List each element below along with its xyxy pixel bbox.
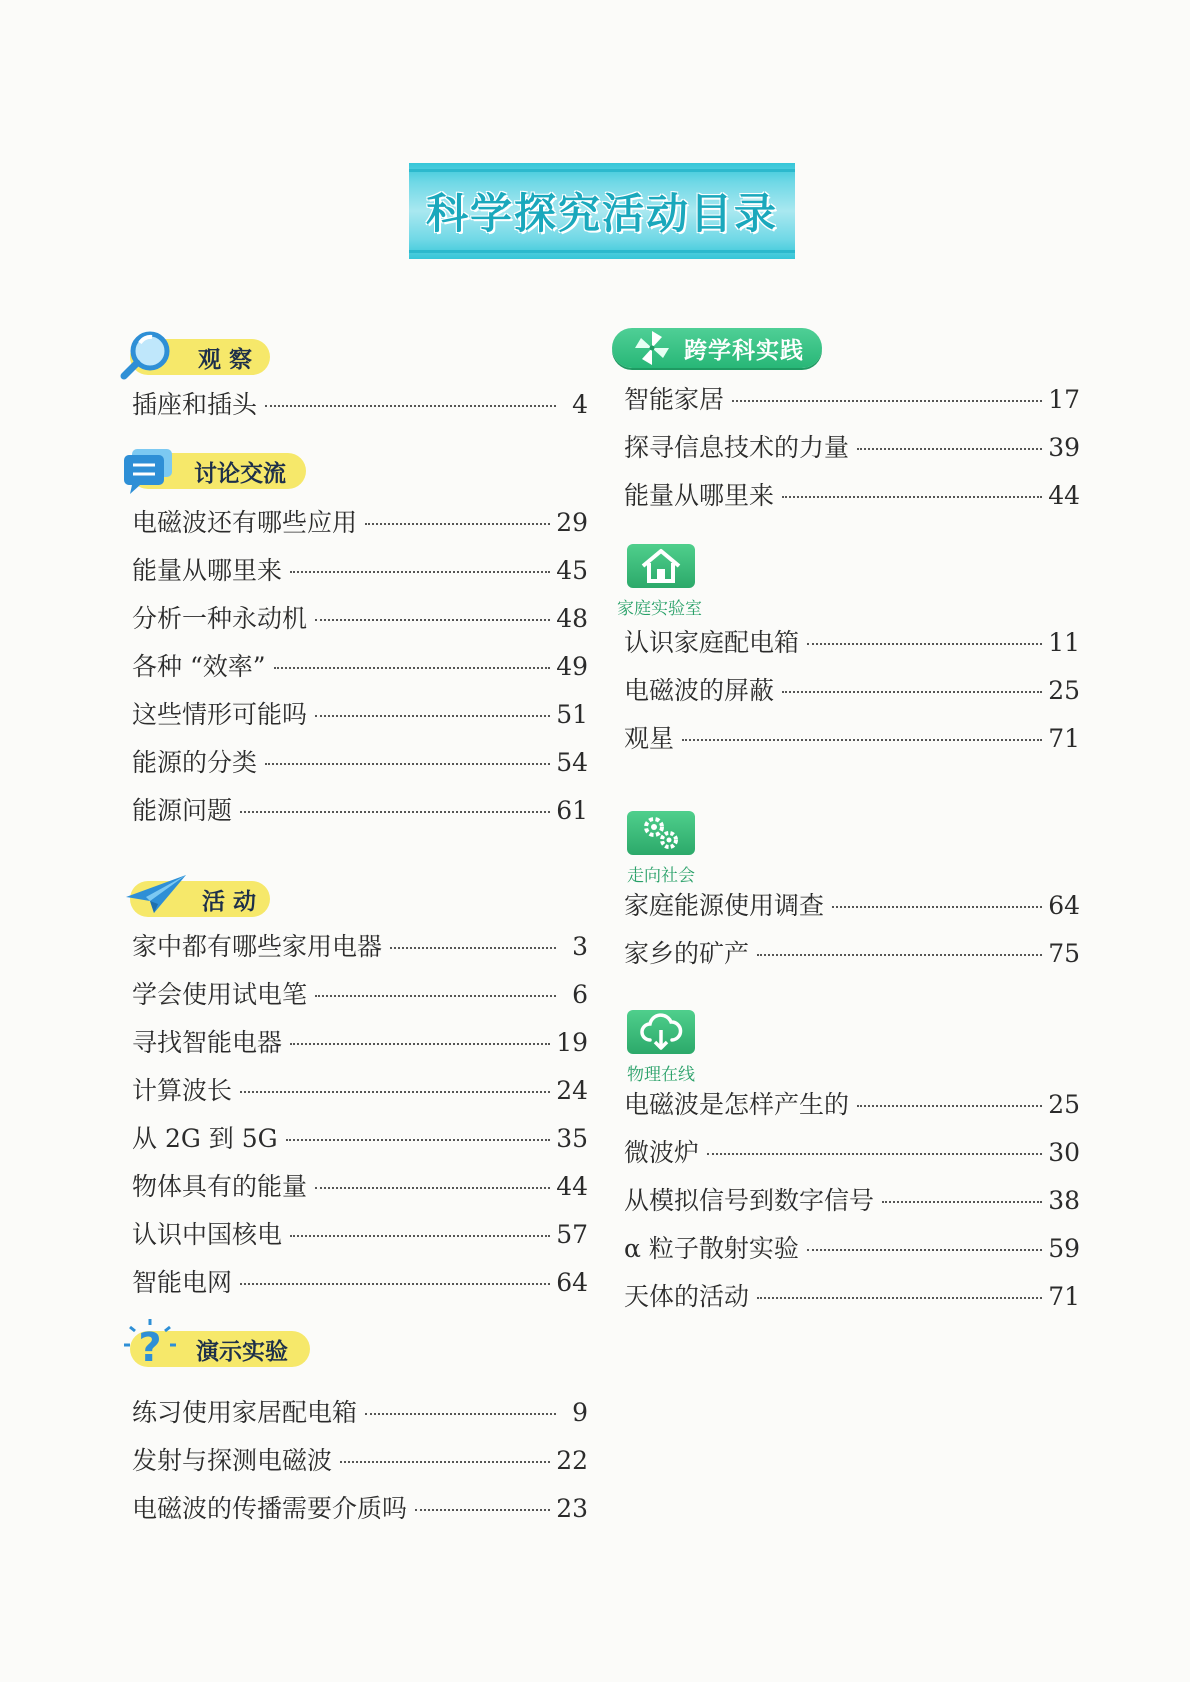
section-label: 讨论交流 <box>194 460 286 487</box>
house-icon <box>627 544 695 588</box>
section-header-discuss <box>118 449 588 493</box>
right-column <box>612 328 1080 1325</box>
magnifier-icon <box>118 329 176 381</box>
section-label: 家庭实验室 <box>617 599 702 619</box>
section-header-online <box>627 1010 1080 1054</box>
section-homelab <box>612 544 1080 767</box>
entry-list <box>612 1085 1080 1325</box>
section-activity <box>118 877 588 1311</box>
entry-list <box>118 385 588 433</box>
toc-entry[interactable]: 从模拟信号到数字信号 38 <box>624 1186 1080 1215</box>
toc-entry[interactable]: 智能家居 17 <box>624 385 1080 414</box>
chat-bubble-icon <box>120 447 176 495</box>
section-label: 跨学科实践 <box>684 337 804 364</box>
section-header-observe <box>118 335 588 379</box>
section-society <box>612 811 1080 982</box>
section-discuss <box>118 449 588 839</box>
left-column <box>118 335 588 1537</box>
toc-entry[interactable]: 观星 71 <box>624 724 1080 753</box>
entry-list <box>612 380 1080 524</box>
entry-list <box>612 886 1080 982</box>
toc-entry[interactable]: 认识家庭配电箱 11 <box>624 628 1080 657</box>
title-banner <box>409 163 795 259</box>
section-header-activity <box>118 877 588 921</box>
entry-list <box>118 1393 588 1537</box>
toc-entry[interactable]: 物体具有的能量 44 <box>132 1172 588 1201</box>
entry-list <box>612 623 1080 767</box>
toc-entry[interactable]: 分析一种永动机 48 <box>132 604 588 633</box>
toc-entry[interactable]: 能源的分类 54 <box>132 748 588 777</box>
toc-entry[interactable]: 探寻信息技术的力量 39 <box>624 433 1080 462</box>
toc-entry[interactable]: 天体的活动 71 <box>624 1282 1080 1311</box>
paper-plane-icon <box>124 873 188 917</box>
page-title: 科学探究活动目录 <box>425 189 778 238</box>
toc-entry[interactable]: 认识中国核电 57 <box>132 1220 588 1249</box>
toc-entry[interactable]: 电磁波的传播需要介质吗 23 <box>132 1494 588 1523</box>
toc-entry[interactable]: 从 2G 到 5G 35 <box>132 1124 588 1153</box>
toc-entry[interactable]: 电磁波是怎样产生的 25 <box>624 1090 1080 1119</box>
section-header-society <box>627 811 1080 855</box>
toc-entry[interactable]: 练习使用家居配电箱 9 <box>132 1398 588 1427</box>
toc-entry[interactable]: 插座和插头 4 <box>132 390 588 419</box>
section-header-demo <box>118 1327 588 1371</box>
toc-entry[interactable]: 能源问题 61 <box>132 796 588 825</box>
section-label: 演示实验 <box>196 1338 288 1365</box>
section-label: 物理在线 <box>627 1065 695 1085</box>
toc-entry[interactable]: 计算波长 24 <box>132 1076 588 1105</box>
question-bulb-icon <box>118 1317 182 1373</box>
toc-entry[interactable]: α 粒子散射实验 59 <box>624 1234 1080 1263</box>
section-label: 观 察 <box>198 346 253 373</box>
toc-entry[interactable]: 家乡的矿产 75 <box>624 939 1080 968</box>
gears-icon <box>627 811 695 855</box>
toc-entry[interactable]: 家中都有哪些家用电器 3 <box>132 932 588 961</box>
pinwheel-icon <box>632 328 672 368</box>
section-interdisciplinary <box>612 328 1080 524</box>
toc-entry[interactable]: 能量从哪里来 44 <box>624 481 1080 510</box>
section-header-homelab <box>627 544 1080 588</box>
toc-entry[interactable]: 这些情形可能吗 51 <box>132 700 588 729</box>
toc-entry[interactable]: 电磁波的屏蔽 25 <box>624 676 1080 705</box>
toc-entry[interactable]: 家庭能源使用调查 64 <box>624 891 1080 920</box>
toc-entry[interactable]: 智能电网 64 <box>132 1268 588 1297</box>
svg-text:?: ? <box>138 1325 162 1371</box>
toc-entry[interactable]: 发射与探测电磁波 22 <box>132 1446 588 1475</box>
toc-entry[interactable]: 寻找智能电器 19 <box>132 1028 588 1057</box>
toc-entry[interactable]: 微波炉 30 <box>624 1138 1080 1167</box>
section-header-interdisciplinary <box>612 328 822 368</box>
section-label: 活 动 <box>202 888 257 915</box>
cloud-download-icon <box>627 1010 695 1054</box>
entry-list <box>118 927 588 1311</box>
toc-entry[interactable]: 学会使用试电笔 6 <box>132 980 588 1009</box>
toc-entry[interactable]: 各种 “效率” 49 <box>132 652 588 681</box>
toc-entry[interactable]: 能量从哪里来 45 <box>132 556 588 585</box>
section-label: 走向社会 <box>627 866 695 886</box>
section-demo <box>118 1327 588 1537</box>
section-observe <box>118 335 588 455</box>
entry-list <box>118 503 588 839</box>
section-online <box>612 1010 1080 1325</box>
toc-entry[interactable]: 电磁波还有哪些应用 29 <box>132 508 588 537</box>
